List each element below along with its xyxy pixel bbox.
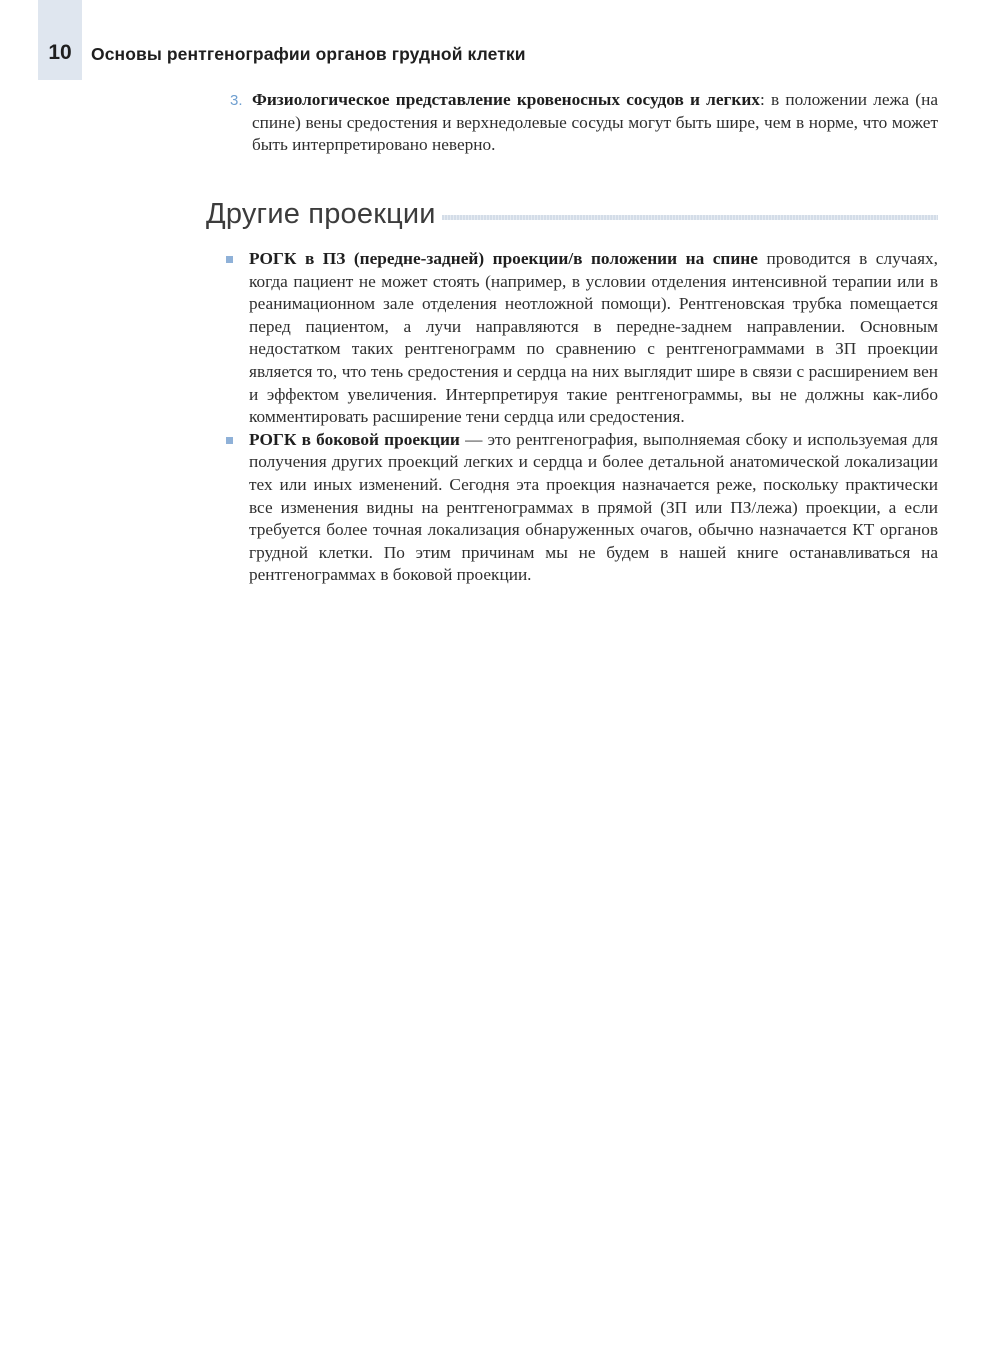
section-heading-text: Другие проекции bbox=[206, 197, 436, 230]
bullet-item-ap-projection bbox=[226, 248, 938, 429]
bullet-term: РОГК в ПЗ (передне-задней) проекции/в положении на спине bbox=[249, 249, 758, 268]
heading-rule bbox=[442, 215, 938, 220]
bullet-term: РОГК в боковой проекции bbox=[249, 429, 460, 449]
running-title: Основы рентгенографии органов грудной клетки bbox=[91, 44, 526, 64]
list-item-text: : в положении лежа (на спине) вены средостения и верхнедолевые сосуды могут быть шире, чем в норме, что может быть интерпретировано неверно. bbox=[252, 90, 938, 155]
list-item-content bbox=[252, 89, 938, 157]
bullet-marker-icon bbox=[226, 437, 233, 444]
bullet-text: проводится в случаях, когда пациент не может стоять (например, в условии отделения интенсивной терапии или в реанимационном зале отделения неотложной помощи). Рентгеновская трубка помещается перед пациентом, а лучи направляются в передне-заднем направлении. Основным недостатком таких рентгенограмм по сравнению с рентгенограммами в ЗП проекции является то, что тень средостения и сердца на них выглядит шире в связи с расширением вен и эффектом увеличения. Интерпретируя такие рентгенограммы, вы не должны как-либо комментировать расширение тени сердца или средостения. bbox=[249, 249, 938, 427]
list-item-term: Физиологическое представление кровеносных сосудов и легких bbox=[252, 90, 760, 109]
bullet-text: — это рентгенография, выполняемая сбоку и используемая для получения других проекций легких и сердца и более детальной анатомической локализации тех или иных изменений. Сегодня эта проекция назначается реже, поскольку практически все изменения видны на рентгенограммах в прямой (ЗП или ПЗ/лежа) проекции, а если требуется более точная локализация обнаруженных очагов, обычно назначается КТ органов грудной клетки. По этим причинам мы не будем в нашей книге останавливаться на рентгенограммах в боковой проекции. bbox=[249, 429, 938, 585]
bullet-list bbox=[226, 248, 938, 587]
bullet-marker-icon bbox=[226, 256, 233, 263]
list-item-number: 3. bbox=[230, 92, 243, 109]
page-number: 10 bbox=[48, 41, 72, 64]
numbered-list-item bbox=[230, 89, 938, 157]
section-heading bbox=[206, 194, 938, 234]
bullet-item-lateral-projection bbox=[226, 429, 938, 587]
